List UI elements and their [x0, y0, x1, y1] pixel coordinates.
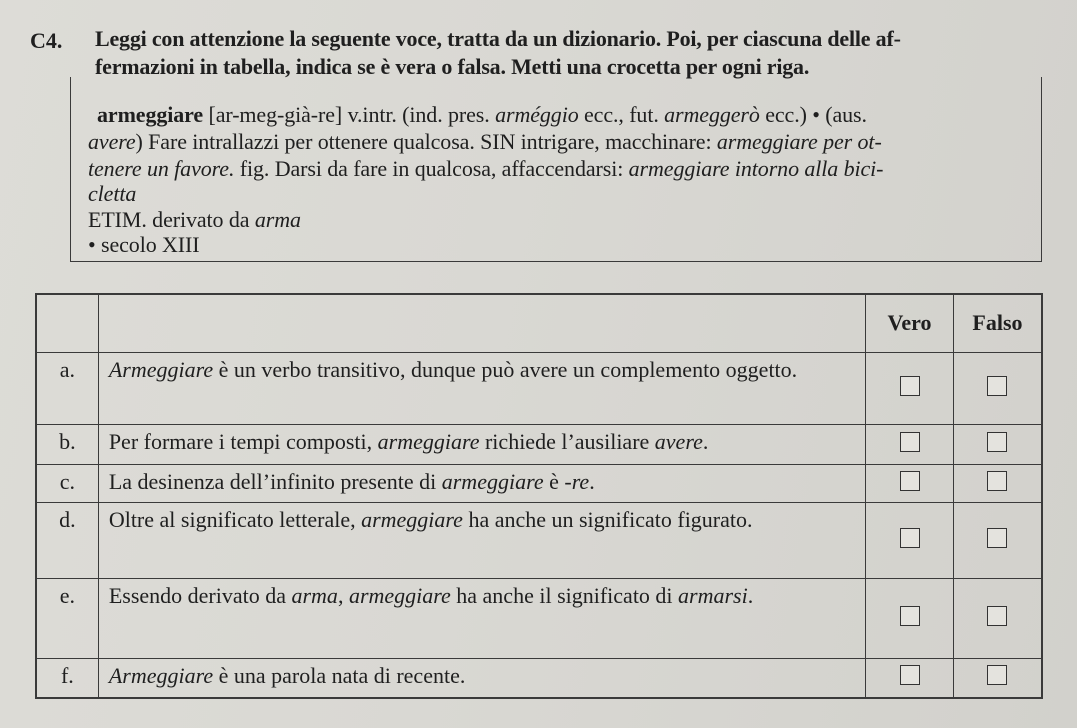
- dictionary-headword: armeggiare: [97, 102, 204, 127]
- row-statement: Essendo derivato da arma, armeggiare ha anche il significato di armarsi.: [98, 579, 865, 659]
- checkbox-false-c[interactable]: [987, 471, 1007, 491]
- question-text-line-2: fermazioni in tabella, indica se è vera o falsa. Metti una crocetta per ogni riga.: [95, 54, 810, 79]
- table-row: [37, 353, 1042, 425]
- dictionary-century: • secolo XIII: [88, 232, 200, 257]
- header-false: Falso: [953, 295, 1041, 353]
- row-letter: c.: [37, 465, 99, 503]
- row-letter: b.: [37, 425, 99, 465]
- row-statement: Per formare i tempi composti, armeggiare richiede l’ausiliare avere.: [98, 425, 865, 465]
- checkbox-true-e[interactable]: [900, 606, 920, 626]
- row-statement: Armeggiare è un verbo transitivo, dunque può avere un complemento oggetto.: [98, 353, 865, 425]
- checkbox-true-f[interactable]: [900, 665, 920, 685]
- dictionary-line-2: avere) Fare intrallazzi per ottenere qualcosa. SIN intrigare, macchinare: armeggiare per ot-: [88, 129, 882, 154]
- checkbox-false-d[interactable]: [987, 528, 1007, 548]
- row-letter: a.: [37, 353, 99, 425]
- table-row: [37, 465, 1042, 503]
- checkbox-true-d[interactable]: [900, 528, 920, 548]
- checkbox-false-f[interactable]: [987, 665, 1007, 685]
- header-true: Vero: [866, 295, 954, 353]
- table-header-row: [37, 295, 1042, 353]
- question-number: C4.: [30, 28, 63, 53]
- question-text-line-1: Leggi con attenzione la seguente voce, tratta da un dizionario. Poi, per ciascuna delle af-: [95, 26, 901, 51]
- table-row: [37, 659, 1042, 698]
- row-statement: La desinenza dell’infinito presente di armeggiare è -re.: [98, 465, 865, 503]
- checkbox-false-a[interactable]: [987, 376, 1007, 396]
- checkbox-true-c[interactable]: [900, 471, 920, 491]
- dictionary-line-3: tenere un favore. fig. Darsi da fare in qualcosa, affaccendarsi: armeggiare intorno alla bici-: [88, 156, 884, 181]
- row-letter: e.: [37, 579, 99, 659]
- row-statement: Oltre al significato letterale, armeggiare ha anche un significato figurato.: [98, 503, 865, 579]
- true-false-table: [35, 293, 1043, 699]
- row-letter: f.: [37, 659, 99, 698]
- row-letter: d.: [37, 503, 99, 579]
- table-row: [37, 579, 1042, 659]
- table-row: [37, 503, 1042, 579]
- dictionary-etymology: ETIM. derivato da arma: [88, 207, 301, 232]
- checkbox-true-b[interactable]: [900, 432, 920, 452]
- dictionary-line-1: armeggiare [ar-meg-già-re] v.intr. (ind. pres. arméggio ecc., fut. armeggerò ecc.) • (aus.: [97, 102, 867, 127]
- table-row: [37, 425, 1042, 465]
- checkbox-false-b[interactable]: [987, 432, 1007, 452]
- dictionary-line-4: cletta: [88, 181, 137, 206]
- checkbox-true-a[interactable]: [900, 376, 920, 396]
- row-statement: Armeggiare è una parola nata di recente.: [98, 659, 865, 698]
- checkbox-false-e[interactable]: [987, 606, 1007, 626]
